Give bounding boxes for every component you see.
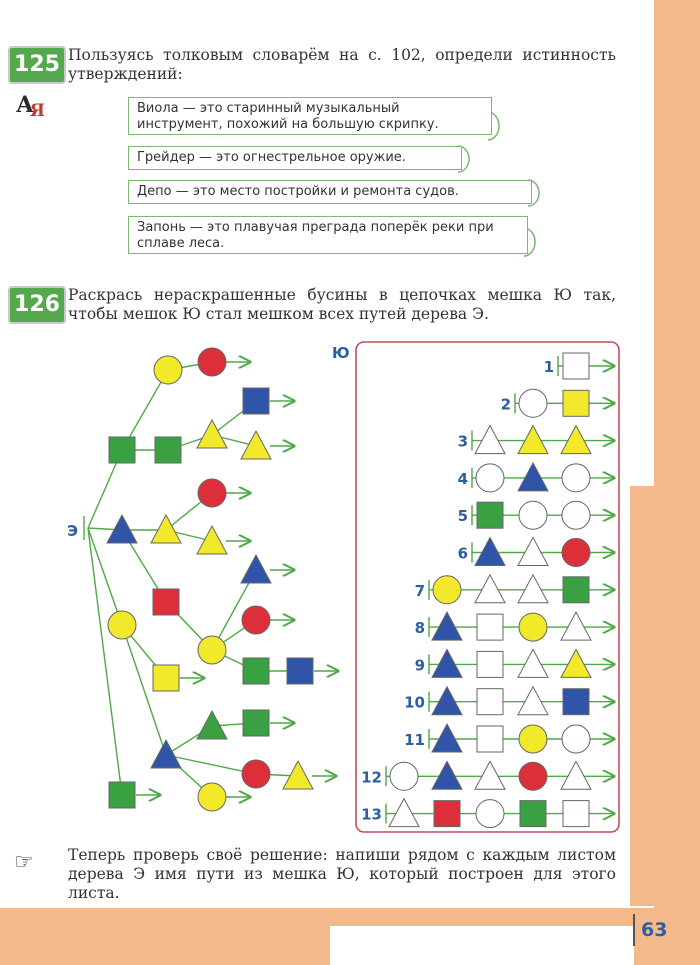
chain-5 xyxy=(458,501,614,529)
tree-node-t1 xyxy=(197,420,227,448)
tree-node-ty xyxy=(151,515,181,543)
chain-2-bead-1[interactable] xyxy=(519,389,547,417)
chain-label: 12 xyxy=(361,768,382,787)
chain-5-bead-2[interactable] xyxy=(519,501,547,529)
chain-1 xyxy=(544,353,614,379)
chain-label: 6 xyxy=(457,544,468,563)
chain-3 xyxy=(458,426,614,454)
chain-11-bead-1 xyxy=(432,724,462,752)
chain-10-bead-4 xyxy=(563,689,589,715)
chain-3-bead-3 xyxy=(561,426,591,454)
tree-node-y1 xyxy=(153,665,179,691)
chain-7 xyxy=(415,575,614,604)
chain-12-bead-2 xyxy=(432,761,462,789)
chain-13 xyxy=(361,799,614,828)
chain-2-bead-2 xyxy=(563,390,589,416)
tree-node-g3 xyxy=(243,658,269,684)
chain-13-bead-4 xyxy=(520,801,546,827)
chain-10-bead-1 xyxy=(432,687,462,715)
task-125-text: Пользуясь толковым словарём на с. 102, определи истинность утверждений: xyxy=(68,46,616,83)
chain-9 xyxy=(415,649,614,677)
chain-10-bead-3[interactable] xyxy=(518,687,548,715)
tree-node-rs xyxy=(153,589,179,615)
chain-9-bead-3[interactable] xyxy=(518,649,548,677)
tree-node-g4 xyxy=(243,710,269,736)
chain-7-bead-1 xyxy=(433,576,461,604)
chain-2 xyxy=(501,389,614,417)
chain-1-bead-1[interactable] xyxy=(563,353,589,379)
tree-node-c4 xyxy=(198,783,226,811)
dictionary-icon: АЯ xyxy=(16,92,45,121)
chain-9-bead-1 xyxy=(432,649,462,677)
chain-11 xyxy=(404,724,614,753)
tree-node-r3 xyxy=(242,606,270,634)
statement-3: Депо — это место постройки и ремонта судов. xyxy=(128,180,532,204)
chain-label: 7 xyxy=(414,581,425,600)
chain-9-bead-4 xyxy=(561,649,591,677)
tree-node-r4 xyxy=(242,760,270,788)
chain-10-bead-2[interactable] xyxy=(477,689,503,715)
chain-3-bead-2 xyxy=(518,426,548,454)
chain-11-bead-2[interactable] xyxy=(477,726,503,752)
tree-node-tb3 xyxy=(151,740,181,768)
tree-node-g2 xyxy=(155,437,181,463)
chain-8-bead-3 xyxy=(519,613,547,641)
bag-chains xyxy=(361,353,614,828)
chain-5-bead-3[interactable] xyxy=(562,501,590,529)
chain-10 xyxy=(404,687,614,715)
task-125-number: 125 xyxy=(8,46,66,84)
chain-label: 8 xyxy=(414,619,425,638)
tree-node-t3 xyxy=(197,526,227,554)
chain-13-bead-2 xyxy=(434,801,460,827)
chain-5-bead-1 xyxy=(477,502,503,528)
task-126-text: Раскрась нераскрашенные бусины в цепочках мешка Ю так, чтобы мешок Ю стал мешком всех путей дерева Э. xyxy=(68,286,616,323)
chain-12 xyxy=(361,761,614,790)
chain-4-bead-3[interactable] xyxy=(562,464,590,492)
tree-node-c2 xyxy=(198,636,226,664)
chain-8-bead-4[interactable] xyxy=(561,612,591,640)
chain-12-bead-5[interactable] xyxy=(561,761,591,789)
tree-and-bag-diagram xyxy=(0,330,640,840)
statement-4: Запонь — это плавучая преграда поперёк реки при сплаве леса. xyxy=(128,216,528,254)
chain-label: 13 xyxy=(361,805,382,824)
pointing-hand-icon: ☞ xyxy=(14,850,34,875)
chain-4 xyxy=(458,463,614,492)
chain-4-bead-1[interactable] xyxy=(476,464,504,492)
chain-11-bead-4[interactable] xyxy=(562,725,590,753)
chain-label: 11 xyxy=(404,731,425,749)
chain-label: 2 xyxy=(500,395,511,414)
chain-8 xyxy=(415,612,614,641)
tree-node-c1 xyxy=(154,356,182,384)
tree-node-tb2 xyxy=(241,555,271,583)
page-number: 63 xyxy=(633,914,685,946)
task-126-number: 126 xyxy=(8,286,66,324)
chain-13-bead-5[interactable] xyxy=(563,801,589,827)
tree-node-r2 xyxy=(198,479,226,507)
tree-node-c3 xyxy=(108,611,136,639)
tree-label: Э xyxy=(67,522,79,540)
tree-node-g5 xyxy=(109,782,135,808)
chain-label: 1 xyxy=(543,358,554,376)
chain-7-bead-3[interactable] xyxy=(518,575,548,603)
white-footer-area xyxy=(330,926,634,965)
chain-label: 9 xyxy=(414,656,425,675)
chain-9-bead-2[interactable] xyxy=(477,651,503,677)
tree-node-g1 xyxy=(109,437,135,463)
tree-nodes xyxy=(107,348,313,811)
tree-node-t2 xyxy=(241,431,271,459)
bag-label: Ю xyxy=(332,344,350,362)
chain-label: 3 xyxy=(457,432,468,451)
chain-6-bead-1 xyxy=(475,538,505,566)
statement-2: Грейдер — это огнестрельное оружие. xyxy=(128,146,462,170)
chain-12-bead-4 xyxy=(519,762,547,790)
chain-label: 4 xyxy=(457,469,468,488)
chain-4-bead-2 xyxy=(518,463,548,491)
chain-label: 5 xyxy=(457,507,468,526)
chain-7-bead-2[interactable] xyxy=(475,575,505,603)
chain-12-bead-1[interactable] xyxy=(390,762,418,790)
chain-6 xyxy=(458,538,614,567)
check-text: Теперь проверь своё решение: напиши рядом с каждым листом дерева Э имя пути из мешка Ю, который построен для этого листа. xyxy=(68,846,616,902)
chain-6-bead-3 xyxy=(562,539,590,567)
tree-node-r1 xyxy=(198,348,226,376)
chain-3-bead-1[interactable] xyxy=(475,426,505,454)
chain-label: 10 xyxy=(404,693,425,712)
chain-8-bead-1 xyxy=(432,612,462,640)
chain-8-bead-2[interactable] xyxy=(477,614,503,640)
chain-7-bead-4 xyxy=(563,577,589,603)
chain-6-bead-2[interactable] xyxy=(518,538,548,566)
tree-node-b2 xyxy=(287,658,313,684)
tree-node-b1 xyxy=(243,388,269,414)
chain-13-bead-1[interactable] xyxy=(389,799,419,827)
chain-13-bead-3[interactable] xyxy=(476,800,504,828)
statement-1: Виола — это старинный музыкальный инструмент, похожий на большую скрипку. xyxy=(128,97,492,135)
chain-12-bead-3[interactable] xyxy=(475,761,505,789)
chain-11-bead-3 xyxy=(519,725,547,753)
